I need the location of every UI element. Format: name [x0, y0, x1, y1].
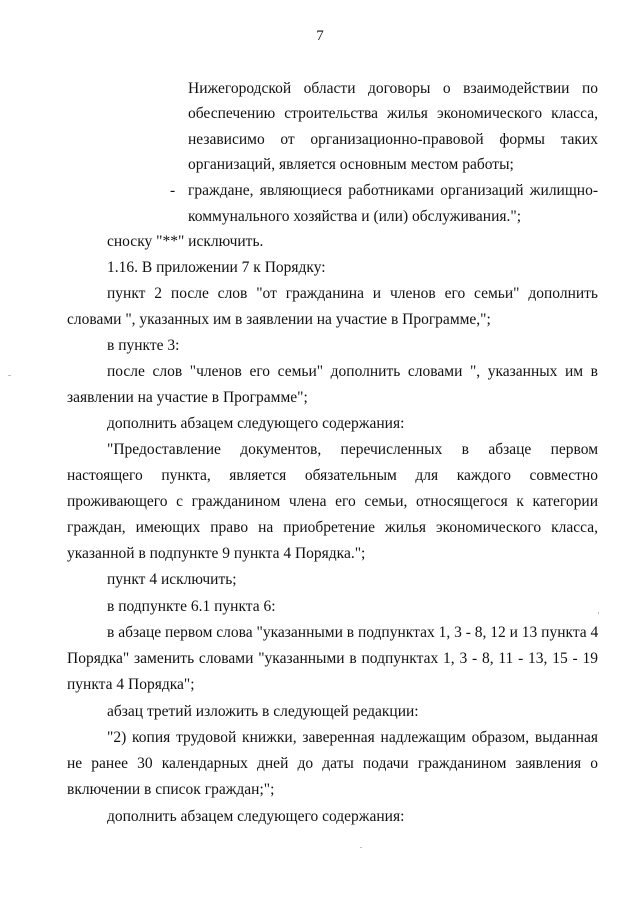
scan-speck: [360, 847, 362, 848]
text-line: пункт 4 исключить;: [107, 571, 237, 588]
text-line: граждане, являющиеся работниками организаций жилищно-: [188, 182, 598, 199]
text-line: дополнить абзацем следующего содержания:: [107, 808, 405, 825]
scan-speck: [8, 375, 11, 376]
page-number: 7: [316, 28, 324, 44]
text-line: организаций, является основным местом работы;: [188, 156, 514, 173]
text-line: в пункте 3:: [107, 337, 180, 354]
text-line: Нижегородской области договоры о взаимодействии по: [188, 80, 598, 97]
text-line: в подпункте 6.1 пункта 6:: [107, 598, 276, 615]
text-line: "Предоставление документов, перечисленных в абзаце первом: [107, 441, 598, 458]
text-line: "2) копия трудовой книжки, заверенная надлежащим образом, выданная: [107, 729, 598, 746]
text-line: сноску "**" исключить.: [107, 233, 264, 250]
text-line: не ранее 30 календарных дней до даты подачи гражданином заявления о: [67, 755, 598, 772]
text-line: независимо от организационно-правовой формы таких: [188, 131, 598, 148]
text-line: настоящего пункта, является обязательным для каждого совместно: [67, 467, 598, 484]
text-line: пункта 4 Порядка";: [67, 676, 195, 693]
text-line: абзац третий изложить в следующей редакции:: [107, 703, 419, 720]
text-line: пункт 2 после слов "от гражданина и членов его семьи" дополнить: [107, 285, 598, 302]
text-line: словами ", указанных им в заявлении на участие в Программе,";: [67, 311, 491, 328]
text-line: указанной в подпункте 9 пункта 4 Порядка.";: [67, 545, 366, 562]
text-line: заявлении на участие в Программе";: [67, 389, 308, 406]
text-line: после слов "членов его семьи" дополнить словами ", указанных им в: [107, 363, 598, 380]
text-line: обеспечению строительства жилья экономического класса,: [188, 105, 598, 122]
text-line: коммунального хозяйства и (или) обслуживания.";: [188, 208, 522, 225]
text-line: Порядка" заменить словами "указанными в подпунктах 1, 3 - 8, 11 - 13, 15 - 19: [67, 650, 598, 667]
text-line: дополнить абзацем следующего содержания:: [107, 415, 405, 432]
text-line: в абзаце первом слова "указанными в подпунктах 1, 3 - 8, 12 и 13 пункта 4: [107, 624, 599, 641]
scan-speck: [598, 612, 599, 614]
text-line: граждан, имеющих право на приобретение жилья экономического класса,: [67, 519, 598, 536]
text-line: включении в список граждан;";: [67, 781, 275, 798]
section-heading: 1.16. В приложении 7 к Порядку:: [107, 259, 326, 276]
text-line: проживающего с гражданином члена его семьи, относящегося к категории: [67, 493, 598, 510]
list-dash: -: [170, 182, 176, 199]
